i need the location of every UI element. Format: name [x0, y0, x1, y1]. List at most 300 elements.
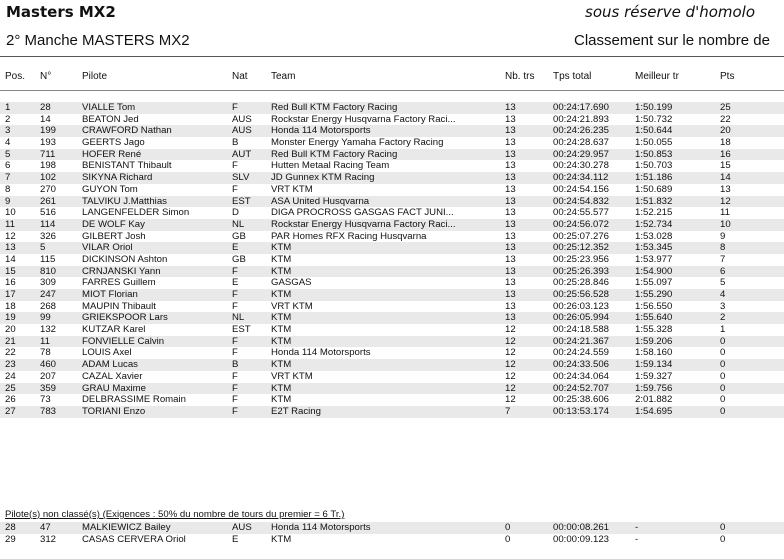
pos-cell: 1: [5, 102, 11, 113]
pos-cell: 23: [5, 359, 16, 371]
col-head-total-time: Tps total: [553, 71, 592, 82]
points-cell: 11: [720, 207, 730, 219]
team-cell: VRT KTM: [271, 300, 313, 312]
table-row: [0, 254, 784, 266]
table-row: [0, 336, 784, 348]
laps-cell: 13: [505, 300, 516, 312]
best-lap-cell: 1:51.186: [635, 172, 673, 184]
number-cell: 78: [40, 347, 51, 359]
number-cell: 199: [40, 125, 57, 137]
pilot-cell: CASAS CERVERA Oriol: [82, 533, 186, 545]
pos-cell: 20: [5, 324, 16, 336]
number-cell: 5: [40, 242, 46, 254]
pilot-cell: CAZAL Xavier: [82, 370, 143, 382]
total-time-cell: 00:24:24.559: [553, 347, 610, 359]
pos-cell: 13: [5, 242, 16, 254]
laps-cell: 13: [505, 242, 516, 254]
laps-cell: 0: [505, 522, 511, 533]
table-row: [0, 219, 784, 231]
laps-cell: 13: [505, 230, 516, 242]
pilot-cell: GUYON Tom: [82, 183, 138, 195]
table-row: [0, 242, 784, 254]
total-time-cell: 00:24:30.278: [553, 160, 610, 172]
team-cell: KTM: [271, 335, 292, 347]
points-cell: 20: [720, 125, 731, 137]
col-head-nat: Nat: [232, 71, 248, 82]
nat-cell: F: [232, 370, 238, 382]
pos-cell: 15: [5, 265, 16, 277]
points-cell: 5: [720, 277, 726, 289]
total-time-cell: 00:24:52.707: [553, 382, 610, 394]
table-row: [0, 196, 784, 208]
team-cell: KTM: [271, 312, 292, 324]
team-cell: Hutten Metaal Racing Team: [271, 160, 390, 172]
number-cell: 261: [40, 195, 57, 207]
number-cell: 102: [40, 172, 57, 184]
best-lap-cell: -: [635, 533, 639, 545]
homologation-note: sous réserve d'homolo: [585, 3, 756, 21]
table-row: [0, 137, 784, 149]
total-time-cell: 00:13:53.174: [553, 405, 610, 417]
pos-cell: 5: [5, 148, 11, 160]
pos-cell: 17: [5, 289, 16, 300]
pos-cell: 22: [5, 347, 16, 359]
best-lap-cell: 1:51.832: [635, 195, 673, 207]
best-lap-cell: 1:52.734: [635, 218, 673, 230]
table-row: [0, 160, 784, 172]
pilot-cell: GRAU Maxime: [82, 382, 146, 394]
nat-cell: AUS: [232, 125, 252, 137]
total-time-cell: 00:26:05.994: [553, 312, 610, 324]
points-cell: 2: [720, 312, 726, 324]
total-time-cell: 00:00:08.261: [553, 522, 610, 533]
total-time-cell: 00:24:17.690: [553, 102, 610, 113]
number-cell: 270: [40, 183, 57, 195]
laps-cell: 12: [505, 359, 516, 371]
points-cell: 1: [720, 324, 726, 336]
number-cell: 11: [40, 335, 50, 347]
team-cell: PAR Homes RFX Racing Husqvarna: [271, 230, 427, 242]
total-time-cell: 00:24:55.577: [553, 207, 610, 219]
nat-cell: GB: [232, 253, 246, 265]
total-time-cell: 00:25:07.276: [553, 230, 610, 242]
number-cell: 247: [40, 289, 57, 300]
table-row: [0, 371, 784, 383]
number-cell: 810: [40, 265, 57, 277]
total-time-cell: 00:25:56.528: [553, 289, 610, 300]
laps-cell: 7: [505, 405, 511, 417]
number-cell: 28: [40, 102, 51, 113]
table-row: [0, 383, 784, 395]
nat-cell: F: [232, 265, 238, 277]
pos-cell: 3: [5, 125, 11, 137]
pilot-cell: SIKYNA Richard: [82, 172, 153, 184]
total-time-cell: 00:24:54.156: [553, 183, 610, 195]
laps-cell: 13: [505, 312, 516, 324]
nat-cell: F: [232, 382, 238, 394]
table-row: [0, 359, 784, 371]
table-row: [0, 277, 784, 289]
pilot-cell: FARRES Guillem: [82, 277, 156, 289]
table-row: [0, 184, 784, 196]
number-cell: 198: [40, 160, 57, 172]
points-cell: 8: [720, 242, 726, 254]
team-cell: KTM: [271, 359, 292, 371]
table-row: [0, 125, 784, 137]
best-lap-cell: 1:55.290: [635, 289, 673, 300]
best-lap-cell: 1:52.215: [635, 207, 673, 219]
pilot-cell: LOUIS Axel: [82, 347, 132, 359]
total-time-cell: 00:25:12.352: [553, 242, 610, 254]
pos-cell: 9: [5, 195, 11, 207]
laps-cell: 13: [505, 160, 516, 172]
table-row: [0, 394, 784, 406]
number-cell: 114: [40, 218, 56, 230]
team-cell: DIGA PROCROSS GASGAS FACT JUNI...: [271, 207, 454, 219]
points-cell: 0: [720, 394, 726, 406]
laps-cell: 13: [505, 172, 516, 184]
not-classified-table: [0, 522, 784, 545]
team-cell: Honda 114 Motorsports: [271, 125, 371, 137]
points-cell: 0: [720, 533, 726, 545]
nat-cell: EST: [232, 324, 251, 336]
number-cell: 73: [40, 394, 51, 406]
table-row: [0, 172, 784, 184]
header-divider: [0, 56, 784, 57]
team-cell: GASGAS: [271, 277, 312, 289]
pos-cell: 10: [5, 207, 16, 219]
pos-cell: 28: [5, 522, 16, 533]
table-row: [0, 102, 784, 114]
event-title: Masters MX2: [6, 3, 116, 21]
number-cell: 312: [40, 533, 57, 545]
points-cell: 15: [720, 160, 731, 172]
best-lap-cell: 2:01.882: [635, 394, 673, 406]
points-cell: 18: [720, 137, 731, 149]
team-cell: Red Bull KTM Factory Racing: [271, 102, 398, 113]
laps-cell: 12: [505, 324, 516, 336]
team-cell: KTM: [271, 242, 292, 254]
best-lap-cell: 1:59.206: [635, 335, 673, 347]
best-lap-cell: 1:56.550: [635, 300, 673, 312]
pos-cell: 8: [5, 183, 11, 195]
pilot-cell: DELBRASSIME Romain: [82, 394, 186, 406]
team-cell: Red Bull KTM Factory Racing: [271, 148, 398, 160]
pilot-cell: KUTZAR Karel: [82, 324, 146, 336]
laps-cell: 13: [505, 113, 516, 125]
pilot-cell: BENISTANT Thibault: [82, 160, 172, 172]
best-lap-cell: 1:53.345: [635, 242, 673, 254]
points-cell: 6: [720, 265, 726, 277]
best-lap-cell: 1:55.328: [635, 324, 673, 336]
total-time-cell: 00:24:21.893: [553, 113, 610, 125]
number-cell: 309: [40, 277, 57, 289]
nat-cell: B: [232, 359, 239, 371]
laps-cell: 13: [505, 277, 516, 289]
pilot-cell: MIOT Florian: [82, 289, 138, 300]
nat-cell: F: [232, 289, 238, 300]
col-head-laps: Nb. trs: [505, 71, 535, 82]
total-time-cell: 00:24:28.637: [553, 137, 610, 149]
total-time-cell: 00:00:09.123: [553, 533, 610, 545]
table-row: [0, 207, 784, 219]
points-cell: 25: [720, 102, 731, 113]
pilot-cell: TORIANI Enzo: [82, 405, 146, 417]
number-cell: 359: [40, 382, 57, 394]
team-cell: VRT KTM: [271, 370, 313, 382]
pilot-cell: DE WOLF Kay: [82, 218, 145, 230]
laps-cell: 12: [505, 335, 516, 347]
pilot-cell: MALKIEWICZ Bailey: [82, 522, 171, 533]
pilot-cell: HOFER René: [82, 148, 142, 160]
table-row: [0, 406, 784, 418]
total-time-cell: 00:24:34.112: [553, 172, 609, 184]
pos-cell: 29: [5, 533, 16, 545]
pos-cell: 7: [5, 172, 11, 184]
best-lap-cell: 1:50.853: [635, 148, 673, 160]
nat-cell: NL: [232, 312, 245, 324]
laps-cell: 13: [505, 289, 516, 300]
pos-cell: 16: [5, 277, 16, 289]
team-cell: KTM: [271, 382, 292, 394]
pos-cell: 25: [5, 382, 16, 394]
team-cell: Rockstar Energy Husqvarna Factory Raci...: [271, 113, 456, 125]
pos-cell: 6: [5, 160, 11, 172]
points-cell: 4: [720, 289, 726, 300]
nat-cell: NL: [232, 218, 245, 230]
nat-cell: AUS: [232, 522, 252, 533]
best-lap-cell: 1:50.199: [635, 102, 673, 113]
number-cell: 14: [40, 113, 51, 125]
pilot-cell: VILAR Oriol: [82, 242, 133, 254]
team-cell: ASA United Husqvarna: [271, 195, 370, 207]
laps-cell: 12: [505, 394, 516, 406]
best-lap-cell: 1:50.644: [635, 125, 673, 137]
team-cell: Rockstar Energy Husqvarna Factory Raci...: [271, 218, 456, 230]
best-lap-cell: 1:58.160: [635, 347, 673, 359]
table-row: [0, 301, 784, 313]
total-time-cell: 00:24:18.588: [553, 324, 610, 336]
table-row: [0, 289, 784, 301]
number-cell: 711: [40, 148, 56, 160]
total-time-cell: 00:24:33.506: [553, 359, 610, 371]
number-cell: 516: [40, 207, 57, 219]
pilot-cell: GRIEKSPOOR Lars: [82, 312, 168, 324]
best-lap-cell: 1:55.097: [635, 277, 673, 289]
table-row: [0, 312, 784, 324]
table-row: [0, 534, 784, 546]
total-time-cell: 00:25:28.846: [553, 277, 610, 289]
points-cell: 0: [720, 335, 726, 347]
nat-cell: GB: [232, 230, 246, 242]
table-row: [0, 114, 784, 126]
points-cell: 22: [720, 113, 731, 125]
laps-cell: 13: [505, 137, 516, 149]
laps-cell: 13: [505, 148, 516, 160]
team-cell: KTM: [271, 265, 292, 277]
nat-cell: SLV: [232, 172, 250, 184]
points-cell: 0: [720, 382, 726, 394]
number-cell: 115: [40, 253, 56, 265]
pos-cell: 19: [5, 312, 16, 324]
nat-cell: F: [232, 102, 238, 113]
laps-cell: 12: [505, 370, 516, 382]
pilot-cell: LANGENFELDER Simon: [82, 207, 190, 219]
number-cell: 268: [40, 300, 57, 312]
total-time-cell: 00:25:38.606: [553, 394, 610, 406]
team-cell: KTM: [271, 324, 292, 336]
total-time-cell: 00:24:29.957: [553, 148, 610, 160]
pilot-cell: BEATON Jed: [82, 113, 139, 125]
best-lap-cell: 1:59.327: [635, 370, 673, 382]
column-header-divider: [0, 90, 784, 91]
best-lap-cell: 1:50.689: [635, 183, 673, 195]
number-cell: 326: [40, 230, 57, 242]
laps-cell: 13: [505, 265, 516, 277]
laps-cell: 12: [505, 347, 516, 359]
col-head-number: N°: [40, 71, 52, 82]
pos-cell: 27: [5, 405, 16, 417]
nat-cell: AUS: [232, 113, 252, 125]
nat-cell: E: [232, 277, 239, 289]
nat-cell: F: [232, 160, 238, 172]
nat-cell: F: [232, 394, 238, 406]
team-cell: KTM: [271, 394, 292, 406]
number-cell: 460: [40, 359, 57, 371]
total-time-cell: 00:25:23.956: [553, 253, 610, 265]
team-cell: E2T Racing: [271, 405, 321, 417]
pos-cell: 11: [5, 218, 15, 230]
team-cell: KTM: [271, 533, 292, 545]
total-time-cell: 00:24:34.064: [553, 370, 610, 382]
nat-cell: AUT: [232, 148, 252, 160]
total-time-cell: 00:24:54.832: [553, 195, 610, 207]
points-cell: 0: [720, 359, 726, 371]
laps-cell: 13: [505, 253, 516, 265]
table-row: [0, 522, 784, 534]
pos-cell: 26: [5, 394, 16, 406]
table-row: [0, 347, 784, 359]
number-cell: 47: [40, 522, 51, 533]
nat-cell: EST: [232, 195, 251, 207]
pilot-cell: GILBERT Josh: [82, 230, 146, 242]
nat-cell: F: [232, 405, 238, 417]
team-cell: JD Gunnex KTM Racing: [271, 172, 375, 184]
col-head-pilot: Pilote: [82, 71, 108, 82]
laps-cell: 13: [505, 183, 516, 195]
pilot-cell: GEERTS Jago: [82, 137, 145, 149]
col-head-best-lap: Meilleur tr: [635, 71, 679, 82]
laps-cell: 0: [505, 533, 511, 545]
table-row: [0, 266, 784, 278]
nat-cell: D: [232, 207, 239, 219]
total-time-cell: 00:24:56.072: [553, 218, 610, 230]
col-head-points: Pts: [720, 71, 735, 82]
points-cell: 12: [720, 195, 731, 207]
team-cell: KTM: [271, 289, 292, 300]
pilot-cell: CRNJANSKI Yann: [82, 265, 161, 277]
team-cell: Honda 114 Motorsports: [271, 522, 371, 533]
number-cell: 132: [40, 324, 57, 336]
number-cell: 193: [40, 137, 57, 149]
nat-cell: E: [232, 533, 239, 545]
race-title: 2° Manche MASTERS MX2: [6, 32, 190, 49]
pilot-cell: CRAWFORD Nathan: [82, 125, 172, 137]
col-head-pos: Pos.: [5, 71, 26, 82]
total-time-cell: 00:24:21.367: [553, 335, 610, 347]
total-time-cell: 00:24:26.235: [553, 125, 610, 137]
pos-cell: 24: [5, 370, 16, 382]
not-classified-note: Pilote(s) non classé(s) (Exigences : 50% du nombre de tours du premier = 6 Tr.): [5, 509, 345, 520]
pos-cell: 2: [5, 113, 11, 125]
team-cell: Monster Energy Yamaha Factory Racing: [271, 137, 444, 149]
best-lap-cell: 1:55.640: [635, 312, 673, 324]
points-cell: 14: [720, 172, 731, 184]
laps-cell: 13: [505, 125, 516, 137]
points-cell: 0: [720, 405, 726, 417]
number-cell: 99: [40, 312, 51, 324]
pos-cell: 18: [5, 300, 16, 312]
best-lap-cell: 1:53.028: [635, 230, 673, 242]
nat-cell: F: [232, 335, 238, 347]
laps-cell: 13: [505, 218, 516, 230]
points-cell: 16: [720, 148, 731, 160]
nat-cell: F: [232, 300, 238, 312]
laps-cell: 13: [505, 207, 516, 219]
pilot-cell: MAUPIN Thibault: [82, 300, 156, 312]
pos-cell: 12: [5, 230, 16, 242]
points-cell: 0: [720, 522, 726, 533]
pilot-cell: FONVIELLE Calvin: [82, 335, 165, 347]
pilot-cell: VIALLE Tom: [82, 102, 136, 113]
points-cell: 0: [720, 347, 726, 359]
points-cell: 9: [720, 230, 726, 242]
best-lap-cell: -: [635, 522, 639, 533]
best-lap-cell: 1:50.055: [635, 137, 673, 149]
laps-cell: 13: [505, 195, 516, 207]
results-table: [0, 102, 784, 418]
points-cell: 0: [720, 370, 726, 382]
points-cell: 3: [720, 300, 726, 312]
total-time-cell: 00:26:03.123: [553, 300, 610, 312]
pilot-cell: DICKINSON Ashton: [82, 253, 168, 265]
best-lap-cell: 1:59.756: [635, 382, 673, 394]
pos-cell: 21: [5, 335, 16, 347]
laps-cell: 12: [505, 382, 516, 394]
team-cell: VRT KTM: [271, 183, 313, 195]
laps-cell: 13: [505, 102, 516, 113]
pos-cell: 4: [5, 137, 11, 149]
number-cell: 783: [40, 405, 57, 417]
nat-cell: F: [232, 347, 238, 359]
nat-cell: E: [232, 242, 239, 254]
best-lap-cell: 1:54.900: [635, 265, 673, 277]
best-lap-cell: 1:53.977: [635, 253, 673, 265]
nat-cell: B: [232, 137, 239, 149]
col-head-team: Team: [271, 71, 296, 82]
best-lap-cell: 1:50.732: [635, 113, 673, 125]
best-lap-cell: 1:54.695: [635, 405, 673, 417]
pilot-cell: ADAM Lucas: [82, 359, 138, 371]
table-row: [0, 324, 784, 336]
pos-cell: 14: [5, 253, 16, 265]
best-lap-cell: 1:50.703: [635, 160, 673, 172]
points-cell: 13: [720, 183, 731, 195]
classification-note: Classement sur le nombre de: [574, 32, 770, 49]
pilot-cell: TALVIKU J.Matthias: [82, 195, 167, 207]
team-cell: KTM: [271, 253, 292, 265]
nat-cell: F: [232, 183, 238, 195]
